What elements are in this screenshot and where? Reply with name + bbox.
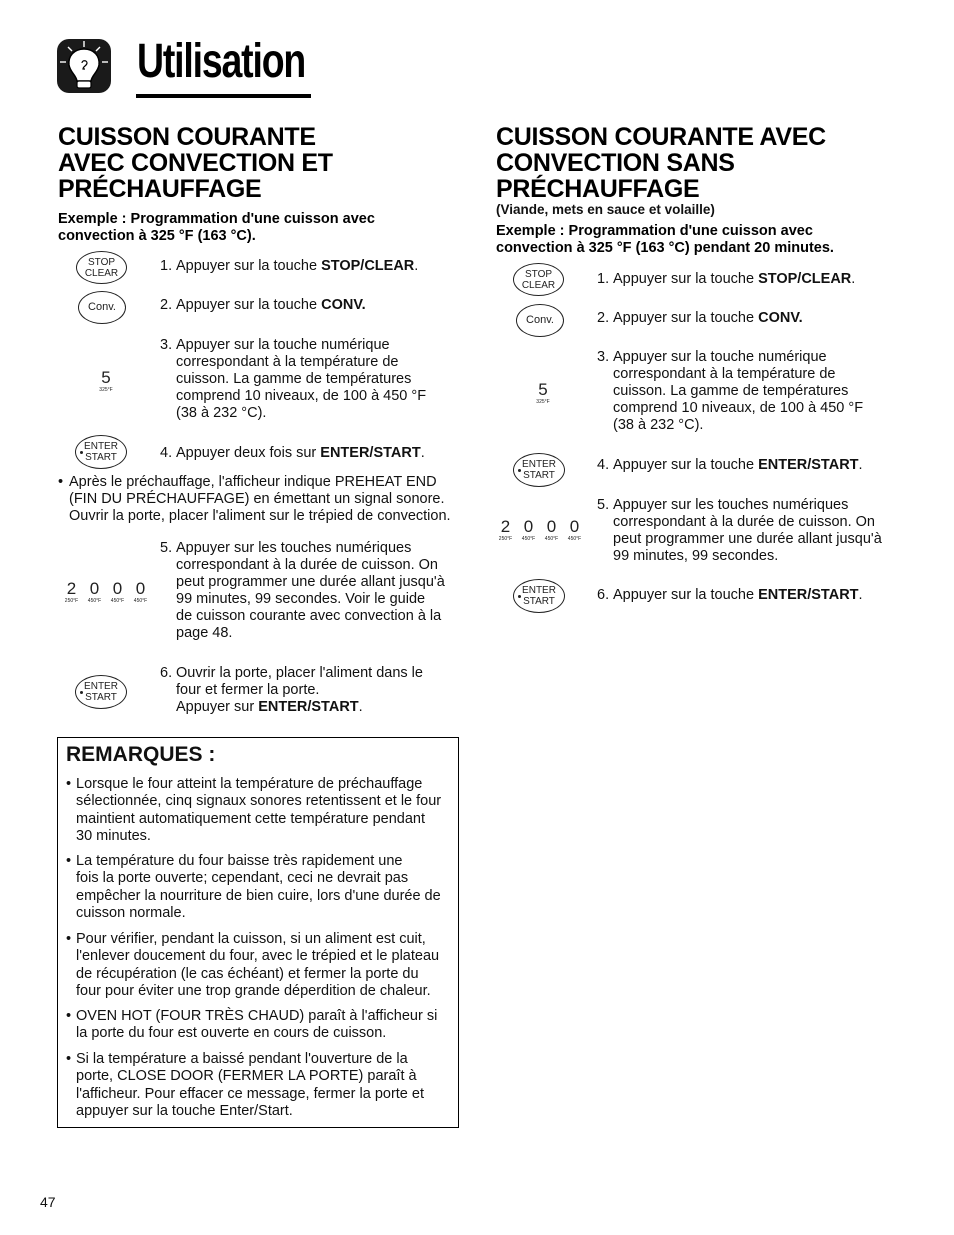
right-step-1: 1. Appuyer sur la touche STOP/CLEAR. (597, 271, 856, 287)
stop-clear-key: STOP CLEAR (76, 251, 127, 284)
right-section-heading: CUISSON COURANTE AVEC CONVECTION SANS PRÉCHAUFFAGE (496, 123, 826, 203)
left-step-2: 2. Appuyer sur la touche CONV. (160, 297, 366, 313)
digit-key: 0 450°F (521, 517, 536, 542)
preheat-bullet: • Après le préchauffage, l'afficheur indique PREHEAT END (FIN DU PRÉCHAUFFAGE) en émettant un signal sonore. Ouvrir la porte, placer l'aliment sur le trépied de convection. (58, 474, 451, 525)
right-subnote: (Viande, mets en sauce et volaille) (496, 202, 715, 217)
digit-key: 0 450°F (110, 579, 125, 604)
right-example: Exemple : Programmation d'une cuisson avec convection à 325 °F (163 °C) pendant 20 minutes. (496, 223, 834, 256)
left-section-heading: CUISSON COURANTE AVEC CONVECTION ET PRÉCHAUFFAGE (58, 123, 333, 203)
note-item: • Pour vérifier, pendant la cuisson, si un aliment est cuit, l'enlever doucement du four, avec le trépied et le plateau de récupération (le cas échéant) et fermer la porte du four pour éviter une trop grande déperdition de chaleur. (66, 931, 456, 1000)
digit-key: 0 450°F (567, 517, 582, 542)
right-step-4: 4. Appuyer sur la touche ENTER/START. (597, 457, 863, 473)
left-step-6: 6. Ouvrir la porte, placer l'aliment dans le four et fermer la porte. Appuyer sur ENTER/START. (160, 665, 423, 715)
note-item: • OVEN HOT (FOUR TRÈS CHAUD) paraît à l'afficheur si la porte du four est ouverte en cours de cuisson. (66, 1008, 456, 1043)
left-example: Exemple : Programmation d'une cuisson avec convection à 325 °F (163 °C). (58, 211, 375, 244)
time-digits-left (60, 580, 152, 604)
digit-key: 0 450°F (87, 579, 102, 604)
enter-start-key: ENTER START (75, 435, 127, 469)
page-title: Utilisation (137, 35, 306, 88)
enter-start-key: ENTER START (75, 675, 127, 709)
conv-key: Conv. (78, 291, 126, 324)
notes-title: REMARQUES : (66, 743, 216, 766)
time-digits-right (494, 518, 586, 542)
lightbulb-icon (56, 38, 112, 94)
enter-start-key: ENTER START (513, 453, 565, 487)
note-item: • Lorsque le four atteint la température de préchauffage sélectionnée, cinq signaux sonores retentissent et le four maintient automatiquement cette température pendant 30 minutes. (66, 776, 456, 845)
digit-key: 2 250°F (498, 517, 513, 542)
page-number: 47 (40, 1194, 56, 1210)
conv-key: Conv. (516, 304, 564, 337)
left-step-4: 4. Appuyer deux fois sur ENTER/START. (160, 445, 425, 461)
right-step-3: 3. Appuyer sur la touche numérique correspondant à la température de cuisson. La gamme de températures comprend 10 niveaux, de 100 à 450 °F (38 à 232 °C). (597, 349, 864, 433)
note-item: • La température du four baisse très rapidement une fois la porte ouverte; cependant, ceci ne devrait pas empêcher la nourriture de bien cuire, lors d'une durée de cuisson normale. (66, 853, 456, 922)
digit-key: 0 450°F (544, 517, 559, 542)
digit-5-key: 5 325°F (99, 368, 113, 393)
right-step-5: 5. Appuyer sur les touches numériques correspondant à la durée de cuisson. On peut programmer une durée allant jusqu'à 99 minutes, 99 secondes. (597, 497, 882, 564)
right-step-2: 2. Appuyer sur la touche CONV. (597, 310, 803, 326)
note-item: • Si la température a baissé pendant l'ouverture de la porte, CLOSE DOOR (FERMER LA PORTE) paraît à l'afficheur. Pour effacer ce message, fermer la porte et appuyer sur la touche Enter/Start. (66, 1051, 456, 1120)
left-step-5: 5. Appuyer sur les touches numériques correspondant à la durée de cuisson. On peut programmer une durée allant jusqu'à 99 minutes, 99 secondes. Voir le guide de cuisson courante avec convection à la page 48. (160, 540, 445, 641)
right-step-6: 6. Appuyer sur la touche ENTER/START. (597, 587, 863, 603)
stop-clear-key: STOP CLEAR (513, 263, 564, 296)
left-step-1: 1. Appuyer sur la touche STOP/CLEAR. (160, 258, 419, 274)
digit-key: 2 250°F (64, 579, 79, 604)
title-rule (136, 94, 311, 98)
enter-start-key: ENTER START (513, 579, 565, 613)
left-step-3: 3. Appuyer sur la touche numérique correspondant à la température de cuisson. La gamme de températures comprend 10 niveaux, de 100 à 450 °F (38 à 232 °C). (160, 337, 427, 421)
digit-5-key: 5 325°F (536, 380, 550, 405)
digit-key: 0 450°F (133, 579, 148, 604)
